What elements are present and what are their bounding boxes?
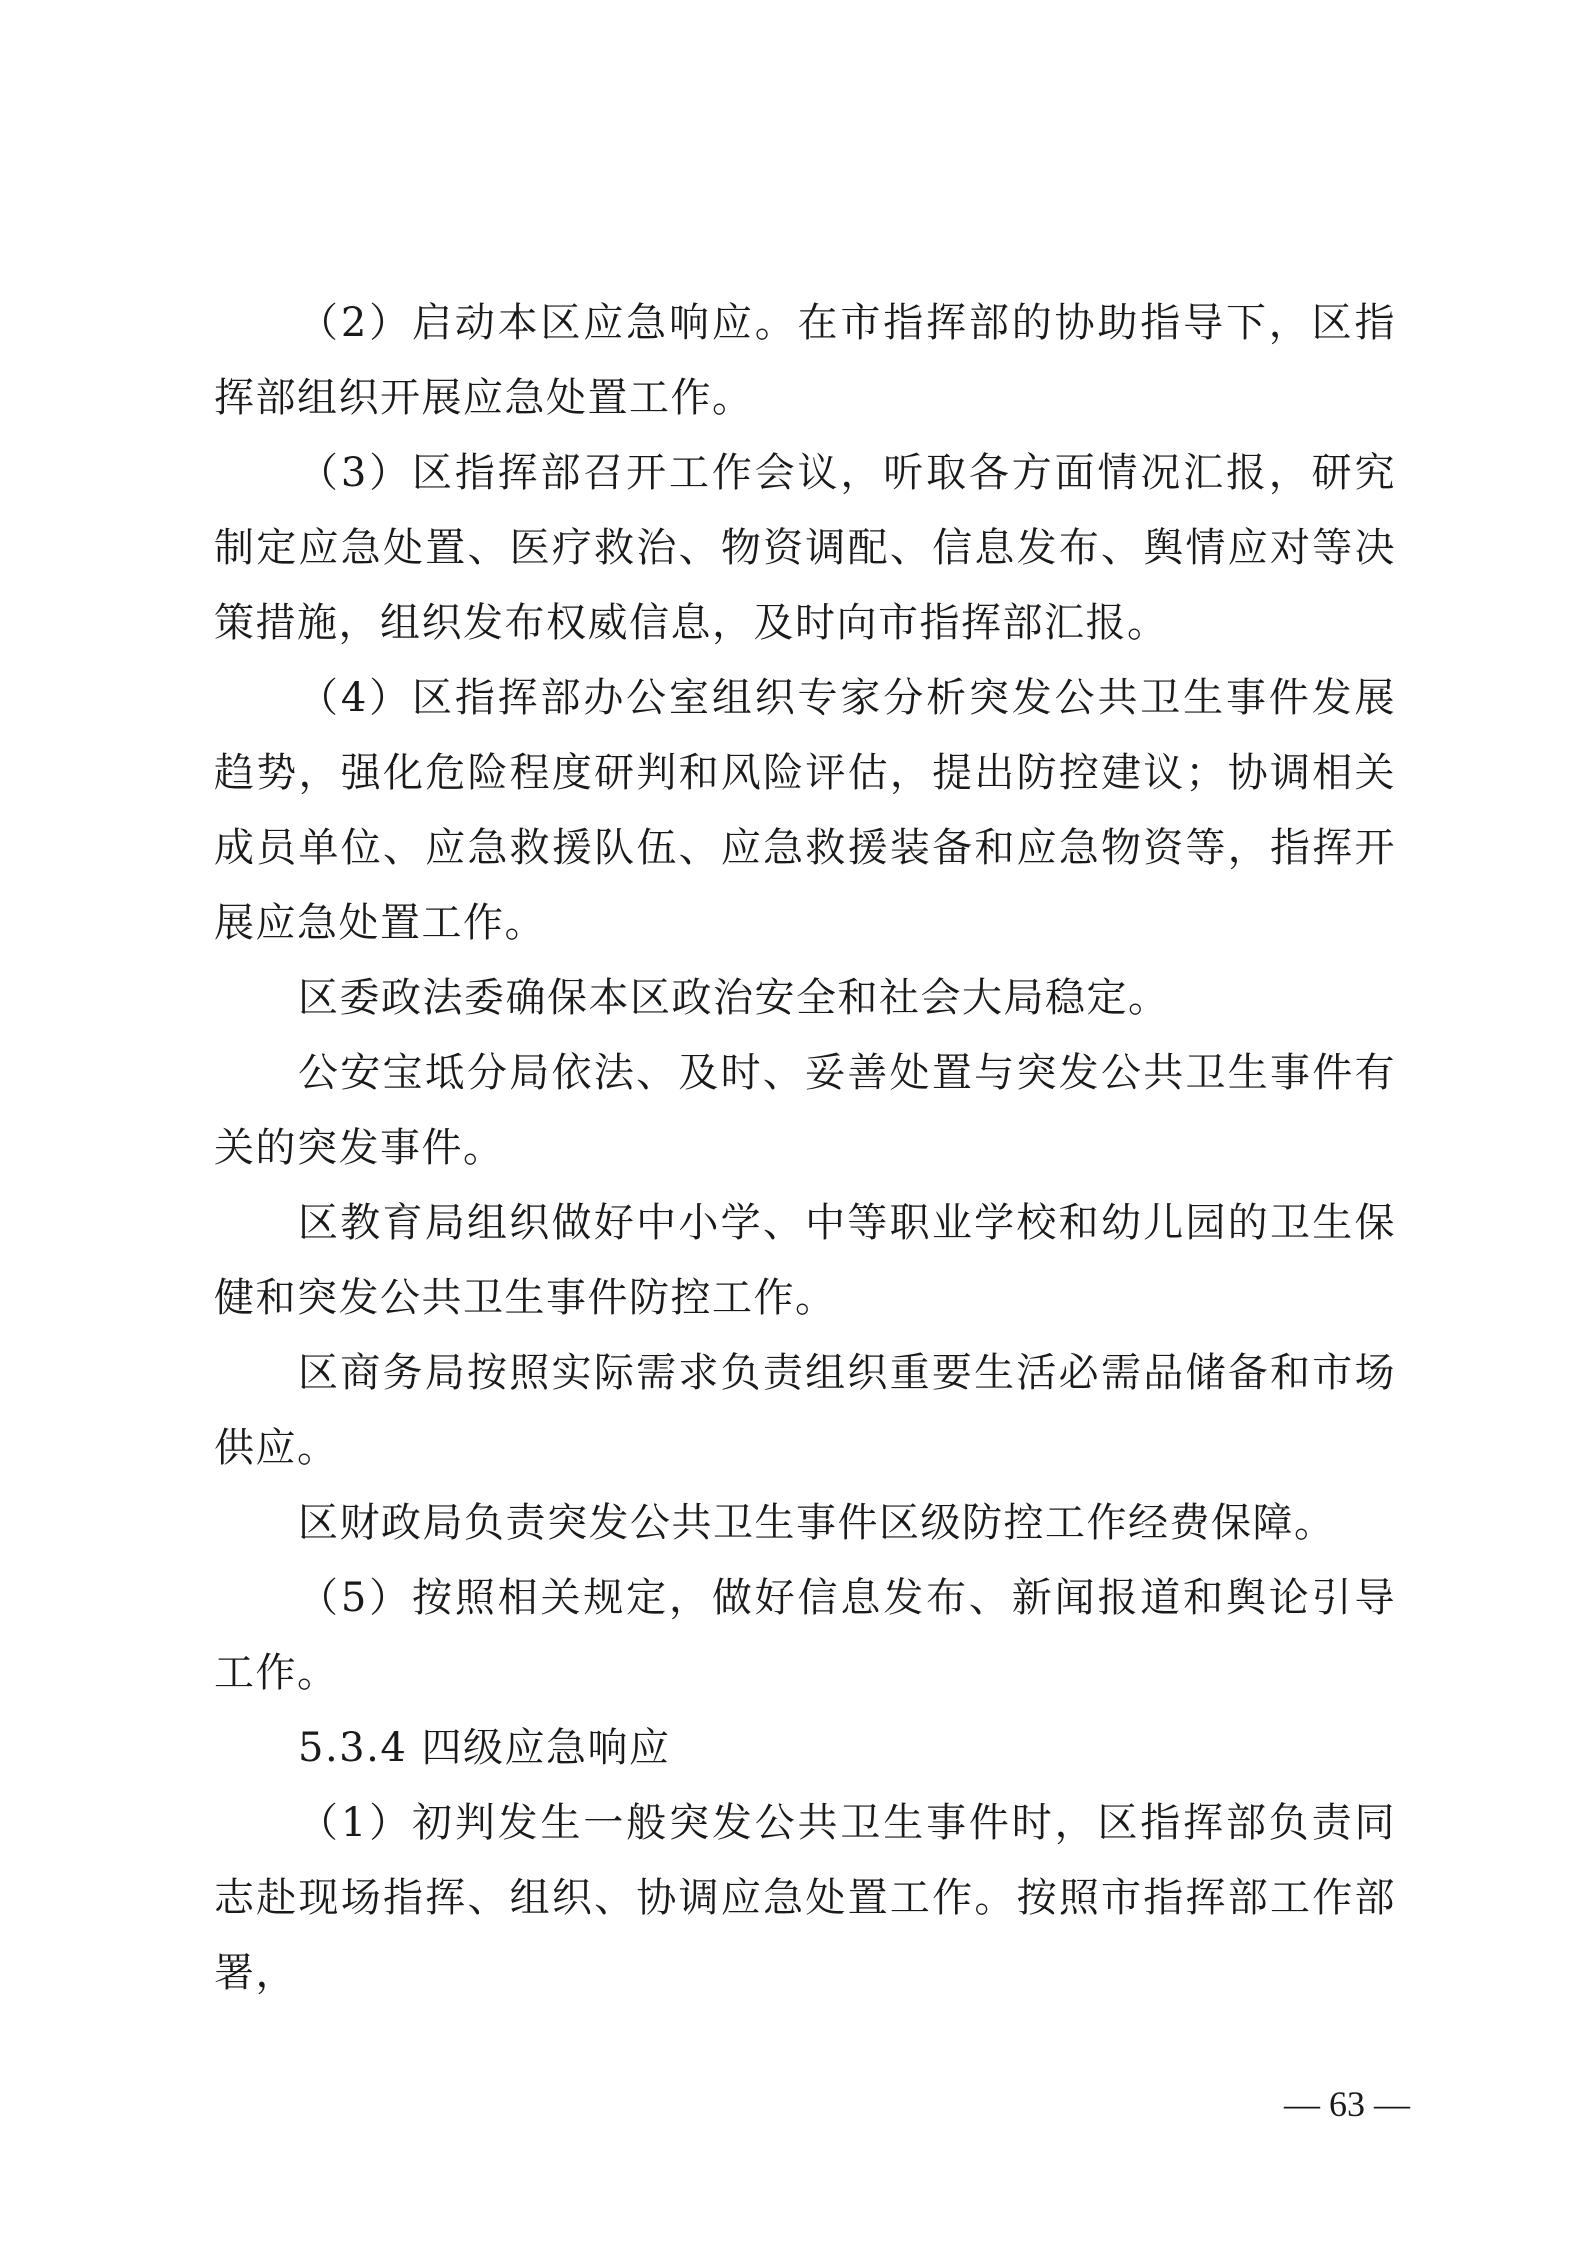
paragraph-1: （2）启动本区应急响应。在市指挥部的协助指导下，区指挥部组织开展应急处置工作。 — [214, 300, 1396, 421]
paragraph-3: （4）区指挥部办公室组织专家分析突发公共卫生事件发展趋势，强化危险程度研判和风险评估，提出防控建议；协调相关成员单位、应急救援队伍、应急救援装备和应急物资等，指挥开展应急处置工作。 — [214, 675, 1396, 946]
body-text — [214, 286, 1396, 2011]
paragraph-5: 公安宝坻分局依法、及时、妥善处置与突发公共卫生事件有关的突发事件。 — [214, 1050, 1396, 1171]
paragraph-6: 区教育局组织做好中小学、中等职业学校和幼儿园的卫生保健和突发公共卫生事件防控工作。 — [214, 1200, 1396, 1321]
paragraph-4: 区委政法委确保本区政治安全和社会大局稳定。 — [298, 975, 1170, 1021]
section-heading: 5.3.4 四级应急响应 — [298, 1725, 671, 1771]
paragraph-2: （3）区指挥部召开工作会议，听取各方面情况汇报，研究制定应急处置、医疗救治、物资调配、信息发布、舆情应对等决策措施，组织发布权威信息，及时向市指挥部汇报。 — [214, 450, 1396, 646]
paragraph-8: 区财政局负责突发公共卫生事件区级防控工作经费保障。 — [298, 1500, 1336, 1546]
paragraph-9: （5）按照相关规定，做好信息发布、新闻报道和舆论引导工作。 — [214, 1575, 1396, 1696]
paragraph-10: （1）初判发生一般突发公共卫生事件时，区指挥部负责同志赴现场指挥、组织、协调应急处置工作。按照市指挥部工作部署， — [214, 1800, 1396, 1996]
paragraph-7: 区商务局按照实际需求负责组织重要生活必需品储备和市场供应。 — [214, 1350, 1396, 1471]
page-number: — 63 — — [1284, 2084, 1410, 2124]
